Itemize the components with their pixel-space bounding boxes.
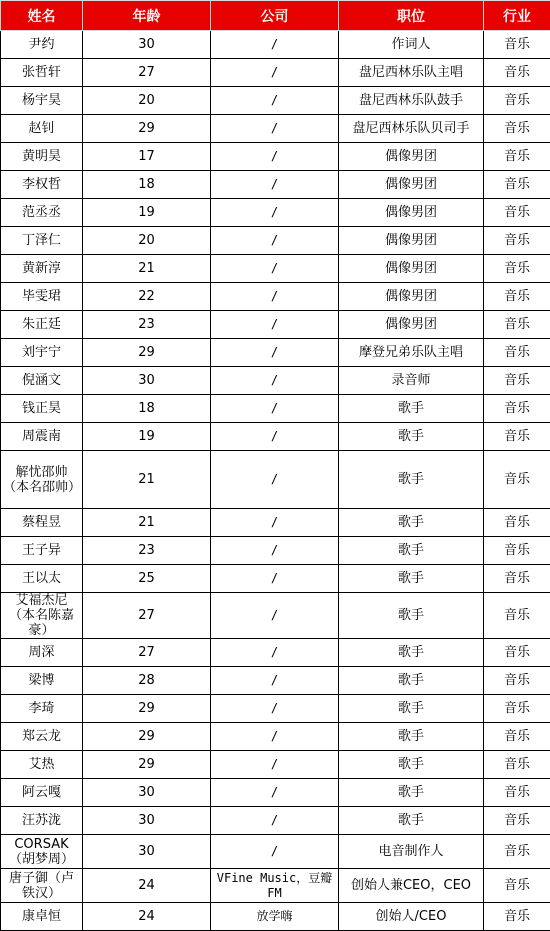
cell-company: /: [211, 87, 339, 115]
cell-company: /: [211, 451, 339, 509]
table-row: [1, 509, 550, 537]
cell-position: 摩登兄弟乐队主唱: [339, 339, 484, 367]
cell-company: /: [211, 283, 339, 311]
cell-age: 24: [83, 903, 211, 931]
cell-position: 偶像男团: [339, 143, 484, 171]
cell-name: 周深: [1, 639, 83, 667]
cell-industry: 音乐: [484, 869, 550, 903]
table-row: [1, 667, 550, 695]
cell-name: 周震南: [1, 423, 83, 451]
table-row: [1, 903, 550, 931]
cell-age: 30: [83, 807, 211, 835]
cell-company: /: [211, 565, 339, 593]
cell-company: /: [211, 311, 339, 339]
cell-position: 盘尼西林乐队贝司手: [339, 115, 484, 143]
cell-company: /: [211, 639, 339, 667]
cell-company: /: [211, 423, 339, 451]
cell-company: /: [211, 227, 339, 255]
table-row: [1, 639, 550, 667]
table-row: [1, 807, 550, 835]
cell-industry: 音乐: [484, 695, 550, 723]
cell-age: 30: [83, 31, 211, 59]
cell-position: 创始人兼CEO，CEO: [339, 869, 484, 903]
cell-position: 歌手: [339, 423, 484, 451]
cell-name: 倪涵文: [1, 367, 83, 395]
table-row: [1, 395, 550, 423]
cell-industry: 音乐: [484, 639, 550, 667]
cell-position: 歌手: [339, 537, 484, 565]
cell-age: 30: [83, 367, 211, 395]
cell-age: 18: [83, 395, 211, 423]
cell-age: 23: [83, 311, 211, 339]
cell-position: 录音师: [339, 367, 484, 395]
cell-industry: 音乐: [484, 667, 550, 695]
cell-age: 20: [83, 227, 211, 255]
table-row: [1, 199, 550, 227]
cell-age: 29: [83, 695, 211, 723]
cell-position: 创始人/CEO: [339, 903, 484, 931]
cell-age: 28: [83, 667, 211, 695]
cell-industry: 音乐: [484, 283, 550, 311]
cell-position: 偶像男团: [339, 227, 484, 255]
cell-name: 蔡程昱: [1, 509, 83, 537]
cell-name: 张哲轩: [1, 59, 83, 87]
table-row: [1, 255, 550, 283]
cell-position: 歌手: [339, 639, 484, 667]
cell-company: /: [211, 339, 339, 367]
cell-age: 18: [83, 171, 211, 199]
cell-industry: 音乐: [484, 903, 550, 931]
cell-company: /: [211, 751, 339, 779]
cell-position: 歌手: [339, 695, 484, 723]
table-row: [1, 171, 550, 199]
cell-industry: 音乐: [484, 835, 550, 869]
cell-position: 偶像男团: [339, 255, 484, 283]
cell-industry: 音乐: [484, 395, 550, 423]
header-age: 年龄: [83, 1, 211, 31]
cell-industry: 音乐: [484, 339, 550, 367]
cell-position: 歌手: [339, 565, 484, 593]
cell-industry: 音乐: [484, 311, 550, 339]
cell-industry: 音乐: [484, 31, 550, 59]
cell-company: /: [211, 695, 339, 723]
cell-position: 偶像男团: [339, 199, 484, 227]
table-row: [1, 835, 550, 869]
table-row: [1, 367, 550, 395]
cell-name: 范丞丞: [1, 199, 83, 227]
cell-industry: 音乐: [484, 723, 550, 751]
cell-company: /: [211, 667, 339, 695]
cell-industry: 音乐: [484, 423, 550, 451]
cell-name: 艾福杰尼（本名陈嘉豪）: [1, 593, 83, 639]
cell-age: 27: [83, 593, 211, 639]
cell-industry: 音乐: [484, 143, 550, 171]
header-company: 公司: [211, 1, 339, 31]
cell-industry: 音乐: [484, 779, 550, 807]
cell-age: 29: [83, 723, 211, 751]
table-row: [1, 115, 550, 143]
cell-company: /: [211, 31, 339, 59]
table-row: [1, 423, 550, 451]
cell-position: 歌手: [339, 779, 484, 807]
cell-name: 丁泽仁: [1, 227, 83, 255]
cell-name: 黄新淳: [1, 255, 83, 283]
cell-company: /: [211, 807, 339, 835]
cell-company: /: [211, 537, 339, 565]
table-row: [1, 87, 550, 115]
cell-industry: 音乐: [484, 171, 550, 199]
cell-age: 23: [83, 537, 211, 565]
cell-position: 歌手: [339, 509, 484, 537]
cell-position: 偶像男团: [339, 311, 484, 339]
header-industry: 行业: [484, 1, 550, 31]
cell-age: 19: [83, 199, 211, 227]
cell-age: 22: [83, 283, 211, 311]
cell-company: /: [211, 779, 339, 807]
cell-company: /: [211, 395, 339, 423]
cell-company: /: [211, 255, 339, 283]
table-row: [1, 283, 550, 311]
cell-industry: 音乐: [484, 199, 550, 227]
cell-industry: 音乐: [484, 87, 550, 115]
cell-name: 康卓恒: [1, 903, 83, 931]
table-row: [1, 31, 550, 59]
table-row: [1, 869, 550, 903]
cell-position: 歌手: [339, 395, 484, 423]
cell-position: 歌手: [339, 593, 484, 639]
table-row: [1, 59, 550, 87]
cell-age: 27: [83, 639, 211, 667]
cell-age: 30: [83, 835, 211, 869]
header-name: 姓名: [1, 1, 83, 31]
cell-age: 30: [83, 779, 211, 807]
cell-name: 毕雯珺: [1, 283, 83, 311]
table-row: [1, 537, 550, 565]
table-header-row: [1, 1, 550, 31]
cell-industry: 音乐: [484, 751, 550, 779]
cell-company: 放学嗨: [211, 903, 339, 931]
cell-position: 歌手: [339, 751, 484, 779]
table-row: [1, 751, 550, 779]
cell-industry: 音乐: [484, 565, 550, 593]
cell-position: 盘尼西林乐队主唱: [339, 59, 484, 87]
cell-name: 尹约: [1, 31, 83, 59]
cell-name: 唐子御（卢铁汉）: [1, 869, 83, 903]
cell-name: 刘宇宁: [1, 339, 83, 367]
cell-age: 29: [83, 115, 211, 143]
cell-position: 歌手: [339, 667, 484, 695]
cell-age: 29: [83, 751, 211, 779]
cell-company: VFine Music，豆瓣FM: [211, 869, 339, 903]
cell-company: /: [211, 835, 339, 869]
cell-age: 21: [83, 509, 211, 537]
table-row: [1, 227, 550, 255]
cell-company: /: [211, 593, 339, 639]
cell-company: /: [211, 171, 339, 199]
cell-name: 汪苏泷: [1, 807, 83, 835]
cell-name: 梁博: [1, 667, 83, 695]
cell-industry: 音乐: [484, 227, 550, 255]
cell-age: 21: [83, 255, 211, 283]
table-row: [1, 593, 550, 639]
cell-position: 歌手: [339, 723, 484, 751]
cell-industry: 音乐: [484, 59, 550, 87]
cell-industry: 音乐: [484, 451, 550, 509]
cell-name: 阿云嘎: [1, 779, 83, 807]
cell-name: 李琦: [1, 695, 83, 723]
cell-industry: 音乐: [484, 537, 550, 565]
table-row: [1, 311, 550, 339]
cell-industry: 音乐: [484, 115, 550, 143]
cell-age: 19: [83, 423, 211, 451]
table-row: [1, 779, 550, 807]
table-row: [1, 723, 550, 751]
cell-position: 盘尼西林乐队鼓手: [339, 87, 484, 115]
header-position: 职位: [339, 1, 484, 31]
cell-age: 29: [83, 339, 211, 367]
cell-position: 偶像男团: [339, 171, 484, 199]
table-row: [1, 695, 550, 723]
cell-name: 朱正廷: [1, 311, 83, 339]
cell-name: 李权哲: [1, 171, 83, 199]
cell-age: 27: [83, 59, 211, 87]
table-row: [1, 143, 550, 171]
cell-company: /: [211, 367, 339, 395]
cell-industry: 音乐: [484, 509, 550, 537]
cell-age: 24: [83, 869, 211, 903]
cell-age: 21: [83, 451, 211, 509]
cell-name: 杨宇昊: [1, 87, 83, 115]
cell-industry: 音乐: [484, 593, 550, 639]
cell-name: 赵钊: [1, 115, 83, 143]
cell-name: CORSAK （胡梦周）: [1, 835, 83, 869]
cell-company: /: [211, 143, 339, 171]
cell-name: 王以太: [1, 565, 83, 593]
cell-position: 偶像男团: [339, 283, 484, 311]
cell-industry: 音乐: [484, 807, 550, 835]
cell-name: 钱正昊: [1, 395, 83, 423]
cell-position: 电音制作人: [339, 835, 484, 869]
cell-age: 17: [83, 143, 211, 171]
table-row: [1, 565, 550, 593]
cell-name: 解忧邵帅（本名邵帅）: [1, 451, 83, 509]
cell-position: 作词人: [339, 31, 484, 59]
cell-company: /: [211, 509, 339, 537]
table-row: [1, 339, 550, 367]
cell-industry: 音乐: [484, 367, 550, 395]
cell-name: 黄明昊: [1, 143, 83, 171]
cell-company: /: [211, 59, 339, 87]
cell-age: 25: [83, 565, 211, 593]
cell-position: 歌手: [339, 807, 484, 835]
cell-company: /: [211, 115, 339, 143]
cell-age: 20: [83, 87, 211, 115]
table-row: [1, 451, 550, 509]
cell-name: 王子异: [1, 537, 83, 565]
cell-position: 歌手: [339, 451, 484, 509]
cell-company: /: [211, 723, 339, 751]
table-body: [1, 31, 550, 931]
cell-name: 艾热: [1, 751, 83, 779]
cell-company: /: [211, 199, 339, 227]
cell-name: 郑云龙: [1, 723, 83, 751]
cell-industry: 音乐: [484, 255, 550, 283]
